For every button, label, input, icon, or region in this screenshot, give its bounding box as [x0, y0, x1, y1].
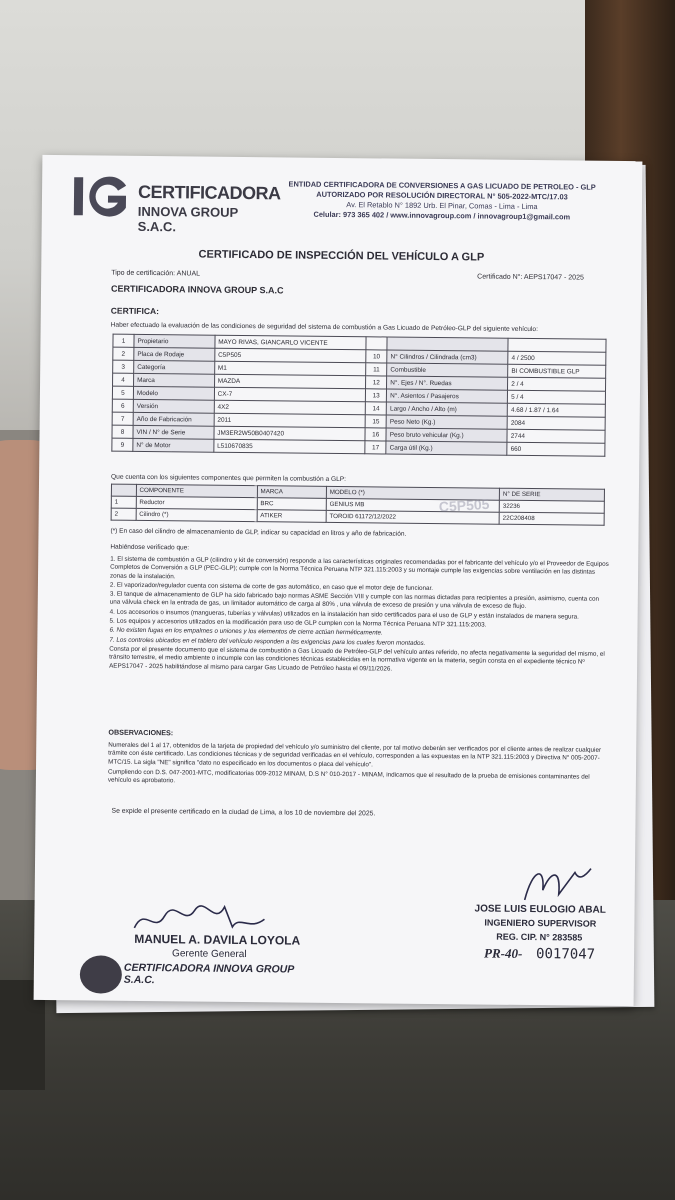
company-name: CERTIFICADORA INNOVA GROUP S.A.C — [110, 283, 284, 296]
table-cell: 15 — [365, 415, 386, 428]
intro-text: Haber efectuado la evaluación de las condiciones de seguridad del sistema de combustión a Gas Licuado de Petróleo-GLP del siguiente vehículo: — [110, 321, 538, 334]
cylinder-note: (*) En caso del cilindro de almacenamiento de GLP, indicar su capacidad en litros y año de fabricación. — [110, 527, 407, 538]
header-cell — [111, 484, 136, 496]
table-cell: 2 / 4 — [508, 377, 606, 391]
table-cell: Placa de Rodaje — [134, 347, 215, 361]
table-cell: 6 — [112, 399, 133, 412]
table-cell: 10 — [366, 350, 387, 363]
entity-line1: ENTIDAD CERTIFICADORA DE CONVERSIONES A GAS LICUADO DE PETROLEO - GLP — [288, 179, 596, 192]
table-cell: Largo / Ancho / Alto (m) — [386, 402, 507, 416]
list-item: 4. Los accesorios o insumos (mangueras, tuberías y válvulas) utilizados en la instalación han sido certificados para el uso de GLP y están instalados de manera segura. — [109, 608, 579, 621]
table-cell: Categoría — [134, 360, 215, 374]
table-cell: ATIKER — [257, 510, 326, 523]
table-cell: N°. Ejes / N°. Ruedas — [387, 376, 508, 390]
table-cell: 8 — [112, 425, 133, 438]
list-item: 3. El tanque de almacenamiento de GLP ha sido fabricado bajo normas ASME Sección VIII y cumple con las normas dictadas para recipientes a presión, asimismo, cuenta con una válvula check en la entrada de gas, un limitador automático de carga al 80% , una válvula de exceso de presión y una válvula de exceso de flujo. — [109, 590, 600, 611]
engineer-role: INGENIERO SUPERVISOR — [484, 917, 597, 929]
table-cell: Año de Fabricación — [133, 412, 214, 426]
entity-line2: AUTORIZADO POR RESOLUCIÓN DIRECTORAL N° 505-2022-MTC/17.03 — [316, 189, 568, 202]
entity-info — [272, 179, 612, 223]
table-cell: 4 / 2500 — [508, 351, 606, 365]
table-cell: 3 — [113, 360, 134, 373]
table-cell: BI COMBUSTIBLE GLP — [508, 364, 606, 378]
table-cell: 5 / 4 — [508, 390, 606, 404]
table-cell: Modelo — [133, 386, 214, 400]
header-cell: COMPONENTE — [136, 484, 257, 497]
list-item: 2. El vaporizador/regulador cuenta con sistema de corte de gas automático, en caso que el motor deje de funcionar. — [109, 581, 434, 592]
manager-name: MANUEL A. DAVILA LOYOLA — [134, 931, 301, 948]
table-cell: MAYO RIVAS, GIANCARLO VICENTE — [215, 335, 367, 350]
signature-block-engineer — [474, 859, 635, 963]
table-cell: 4 — [113, 373, 134, 386]
manager-company: CERTIFICADORA INNOVA GROUP S.A.C. — [123, 961, 294, 987]
table-cell: 4.68 / 1.87 / 1.64 — [507, 403, 605, 417]
certifica-heading: CERTIFICA: — [110, 305, 160, 317]
manager-role: Gerente General — [172, 948, 247, 961]
table-cell: 5 — [112, 386, 133, 399]
table-cell — [387, 337, 508, 351]
company-logo — [72, 169, 281, 235]
signature-block-manager — [123, 896, 325, 987]
table-cell: VIN / N° de Serie — [133, 425, 214, 439]
header-cell: MODELO (*) — [326, 486, 499, 500]
table-cell: 2 — [111, 508, 136, 520]
table-cell: N°. Asientos / Pasajeros — [387, 389, 508, 403]
logo-text-line2: INNOVA GROUP S.A.C. — [137, 203, 239, 235]
table-cell: Marca — [134, 373, 215, 387]
document-title: CERTIFICADO DE INSPECCIÓN DEL VEHÍCULO A GLP — [198, 248, 485, 264]
verification-list — [109, 556, 610, 677]
entity-contact: Celular: 973 365 402 / www.innovagroup.com / innovagroup1@gmail.com — [313, 209, 571, 222]
table-cell: CX-7 — [214, 387, 366, 402]
table-cell: Versión — [133, 399, 214, 413]
list-item: 7. Los controles ubicados en el tablero del vehículo responden a las exigencias para los cuales fueron montados. — [109, 636, 426, 647]
vehicle-table — [111, 334, 606, 457]
table-cell: 2011 — [214, 413, 366, 428]
logo-mark-icon — [72, 171, 135, 222]
table-cell: 660 — [507, 442, 605, 456]
table-cell: C5P505 — [215, 348, 367, 363]
table-cell: JM3ER2W50B0407420 — [214, 426, 366, 441]
list-item: 1. El sistema de combustión a GLP (cilindro y kit de conversión) responde a las características originales recomendadas por el fabricante del vehículo y/o el Proveedor de Equipos Completos de Conversión a GLP (PEC-GLP); cumple con la Norma Técnica Peruana NTP 321.115:2003 y su montaje cumple las exigencias sobre ventilación en las distintas zonas de la instalación. — [110, 555, 609, 580]
engineer-name: JOSE LUIS EULOGIO ABAL — [474, 903, 606, 916]
engineer-registration: REG. CIP. N° 283585 — [496, 931, 583, 943]
table-cell: Peso bruto vehicular (Kg.) — [386, 428, 507, 442]
table-cell: Cilindro (*) — [136, 508, 257, 521]
table-cell: TOROID 61172/12/2022 — [326, 510, 499, 524]
table-cell — [508, 338, 606, 352]
table-cell: Propietario — [134, 334, 215, 348]
table-cell: 17 — [365, 441, 386, 454]
certificate-number: Certificado N°: AEPS17047 - 2025 — [477, 273, 584, 282]
components-table — [111, 484, 605, 526]
handwritten-signature-icon — [515, 860, 595, 905]
document-code-prefix: PR-40- — [484, 945, 523, 961]
plate-stamp: C5P505 — [438, 495, 490, 515]
table-cell: 7 — [112, 412, 133, 425]
header-cell: MARCA — [257, 486, 326, 499]
table-cell: 12 — [366, 376, 387, 389]
list-item: Consta por el presente documento que el sistema de combustión a Gas Licuado de Petróleo-GLP del vehículo antes referido, no afecta negativamente la seguridad del mismo, el tránsito terrestre, el medio ambiente o incumple con las condiciones técnicas establecidas en la normativa vigente en la materia, según consta en el expediente técnico Nº AEPS17047 - 2025 habilitándose al mismo para cargar Gas Licuado de Petróleo hasta el 09/11/2026. — [109, 645, 605, 673]
table-cell: Carga útil (Kg.) — [386, 441, 507, 455]
list-item: 6. No existen fugas en los empalmes o uniones y los elementos de cierre actúan herméticamente. — [109, 626, 383, 637]
logo-text-line1: CERTIFICADORA — [137, 181, 281, 204]
table-cell: L510670835 — [214, 439, 366, 454]
table-cell: 2744 — [507, 429, 605, 443]
table-cell: 16 — [365, 428, 386, 441]
table-cell: N° de Motor — [133, 438, 214, 452]
table-cell: 14 — [365, 402, 386, 415]
table-cell: M1 — [214, 361, 366, 376]
table-cell: Combustible — [387, 363, 508, 377]
table-cell: 13 — [366, 389, 387, 402]
observations-heading: OBSERVACIONES: — [108, 727, 174, 738]
table-cell: 32236 — [499, 500, 604, 513]
table-cell: N° Cilindros / Cilindrada (cm3) — [387, 350, 508, 364]
certification-type: Tipo de certificación: ANUAL — [111, 269, 201, 278]
document-code-number: 0017047 — [536, 946, 596, 963]
verified-heading: Habiéndose verificado que: — [110, 543, 190, 552]
list-item: 5. Los equipos y accesorios utilizados en la modificación para uso de GLP cumplen con la Norma Técnica Peruana NTP 321.115:2003. — [109, 617, 487, 629]
table-cell: BRC — [257, 498, 326, 511]
table-cell: 1 — [113, 334, 134, 347]
seal-icon — [80, 955, 122, 993]
table-cell: Peso Neto (Kg.) — [386, 415, 507, 429]
table-cell: MAZDA — [214, 374, 366, 389]
table-cell: Reductor — [136, 496, 257, 509]
table-cell: 1 — [111, 496, 136, 508]
table-cell: 22C208408 — [499, 512, 604, 525]
issue-statement: Se expide el presente certificado en la ciudad de Lima, a los 10 de noviembre del 2025. — [111, 807, 376, 818]
table-cell: 2 — [113, 347, 134, 360]
entity-address: Av. El Retablo N° 1892 Urb. El Pinar, Comas - Lima - Lima — [346, 200, 538, 212]
header-cell: N° DE SERIE — [499, 488, 604, 501]
observations-text — [108, 742, 613, 793]
table-cell: 11 — [366, 363, 387, 376]
table-cell — [366, 337, 387, 350]
observation-paragraph: Numerales del 1 al 17, obtenidos de la tarjeta de propiedad del vehículo y/o suministro del cliente, por tal motivo deberán ser verificados por el cliente antes de realizar cualquier trámite con éste certificado. Las condiciones técnicas y de seguridad verificadas en el vehículo, corresponden a las expuestas en la NTP 321.115:2003 y Directiva N° 005-2007-MTC/15. La sigla "NE" significa "dato no especificado en los documentos o placa del vehículo". — [108, 741, 602, 768]
table-cell: 9 — [112, 438, 133, 451]
certificate-document — [34, 155, 643, 1006]
table-cell: GENIUS MB — [326, 498, 499, 512]
table-cell: 2084 — [507, 416, 605, 430]
table-cell: 4X2 — [214, 400, 366, 415]
observation-paragraph: Cumpliendo con D.S. 047-2001-MTC, modificatorias 009-2012 MINAM, D.S N° 010-2017 - MINAM, indicamos que el resultado de la prueba de emisiones contaminantes del vehículo es aprobatorio. — [107, 768, 590, 785]
components-intro: Que cuenta con los siguientes componentes que permiten la combustión a GLP: — [111, 473, 347, 484]
